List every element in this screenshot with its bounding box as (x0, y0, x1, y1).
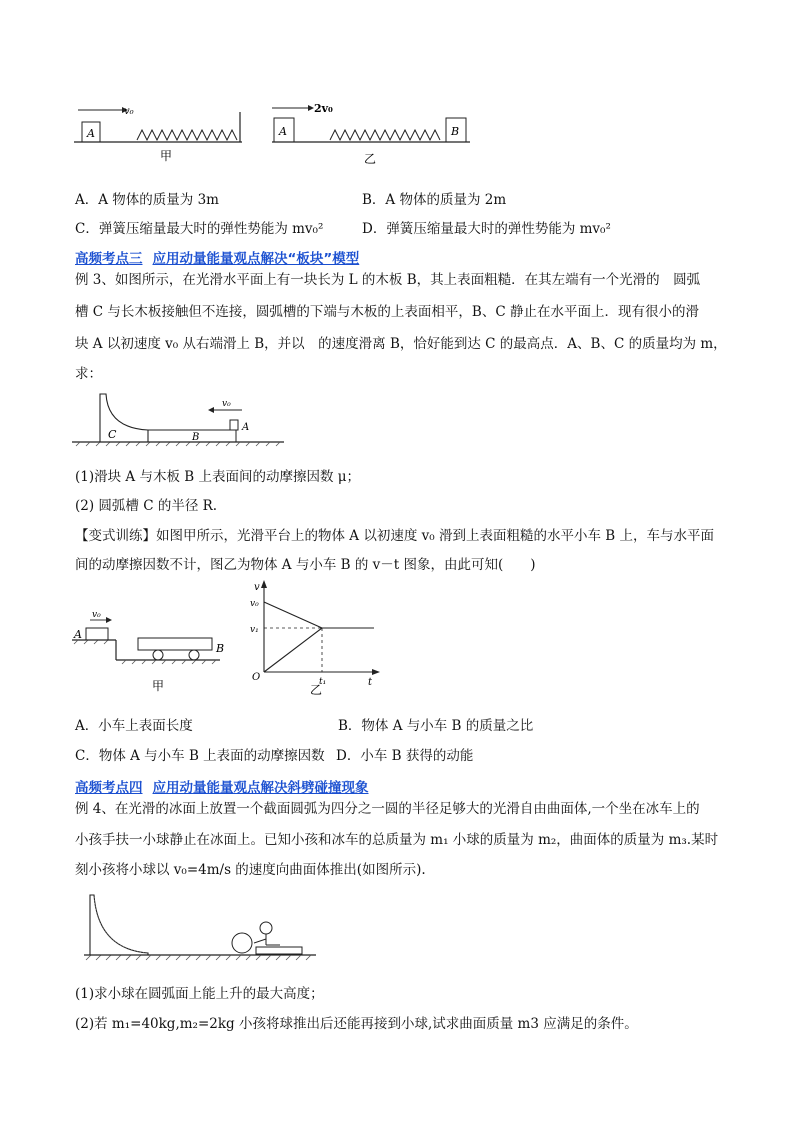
svg-text:C: C (108, 428, 117, 441)
example-4-line-2: 小孩手扶一小球静止在冰面上。已知小孩和冰车的总质量为 m₁ 小球的质量为 m₂，曲面体的质量为 m₃.某时 (75, 832, 719, 848)
svg-text:v₀: v₀ (222, 399, 231, 409)
svg-text:B: B (451, 125, 460, 138)
origin-label: O (252, 672, 261, 683)
example-3-figure (72, 392, 292, 452)
example-4-question-1: (1)求小球在圆弧面上能上升的最大高度； (75, 986, 324, 1002)
variant-option-c: C．物体 A 与小车 B 上表面的动摩擦因数 (75, 748, 325, 764)
svg-text:A: A (242, 422, 250, 433)
spring-figure-yi (270, 100, 480, 170)
option-a: A．A 物体的质量为 3m (75, 192, 219, 208)
section-3-label: 高频考点三 (75, 251, 143, 267)
vt-graph (248, 580, 388, 697)
svg-text:甲: 甲 (152, 679, 165, 693)
svg-text:B: B (216, 642, 225, 655)
variant-option-d: D．小车 B 获得的动能 (336, 748, 474, 764)
example-3-line-4: 求： (75, 366, 102, 382)
svg-text:2v₀: 2v₀ (314, 102, 333, 115)
velocity-label: v₀ (124, 106, 134, 117)
example-3-question-2: (2) 圆弧槽 C 的半径 R. (75, 498, 218, 514)
t-axis-label: t (368, 677, 373, 688)
caption-jia: 甲 (160, 149, 173, 163)
option-c: C．弹簧压缩量最大时的弹性势能为 mv₀² (75, 221, 324, 237)
svg-text:A: A (279, 125, 287, 138)
example-4-figure (82, 893, 322, 963)
variant-option-a: A．小车上表面长度 (75, 718, 193, 734)
spring-figure-jia (72, 100, 252, 170)
caption-yi: 乙 (310, 683, 323, 697)
example-3-line-1: 例 3、如图所示，在光滑水平面上有一块长为 L 的木板 B，其上表面粗糙．在其左端有一个光滑的 圆弧 (75, 272, 701, 288)
svg-text:A: A (74, 628, 82, 641)
variant-line-2: 间的动摩擦因数不计，图乙为物体 A 与小车 B 的 v－t 图象，由此可知( ) (75, 557, 536, 573)
section-4-heading (75, 776, 369, 796)
block-a-label: A (87, 127, 95, 140)
example-3-line-3: 块 A 以初速度 v₀ 从右端滑上 B，并以 的速度滑离 B，恰好能到达 C 的最高点．A、B、C 的质量均为 m， (75, 336, 727, 352)
example-3-question-1: (1)滑块 A 与木板 B 上表面间的动摩擦因数 μ； (75, 469, 361, 485)
variant-option-b: B．物体 A 与小车 B 的质量之比 (338, 718, 534, 734)
svg-text:B: B (192, 432, 200, 443)
section-4-label: 高频考点四 (75, 780, 143, 796)
t1-tick: t₁ (319, 677, 327, 687)
example-4-question-2: (2)若 m₁=40kg,m₂=2kg 小孩将球推出后还能再接到小球,试求曲面质量 m3 应满足的条件。 (75, 1016, 638, 1032)
v-axis-label: v (254, 582, 260, 593)
option-d: D．弹簧压缩量最大时的弹性势能为 mv₀² (362, 221, 611, 237)
option-b: B．A 物体的质量为 2m (362, 192, 507, 208)
section-4-title: 应用动量能量观点解决斜劈碰撞现象 (152, 780, 369, 796)
section-3-title: 应用动量能量观点解决“板块”模型 (152, 251, 360, 267)
example-4-line-3: 刻小孩将小球以 v₀=4m/s 的速度向曲面体推出(如图所示). (75, 862, 426, 878)
variant-line-1: 【变式训练】如图甲所示，光滑平台上的物体 A 以初速度 v₀ 滑到上表面粗糙的水平小车 B 上，车与水平面 (75, 528, 714, 544)
variant-figure-jia (72, 608, 232, 698)
v0-tick: v₀ (250, 599, 259, 609)
svg-text:v₀: v₀ (92, 610, 101, 620)
example-4-line-1: 例 4、在光滑的冰面上放置一个截面圆弧为四分之一圆的半径足够大的光滑自由曲面体,一个坐在冰车上的 (75, 801, 700, 817)
v1-tick: v₁ (250, 625, 259, 635)
section-3-heading (75, 247, 359, 267)
example-3-line-2: 槽 C 与长木板接触但不连接，圆弧槽的下端与木板的上表面相平，B、C 静止在水平面上．现有很小的滑 (75, 304, 699, 320)
svg-text:乙: 乙 (364, 152, 377, 166)
